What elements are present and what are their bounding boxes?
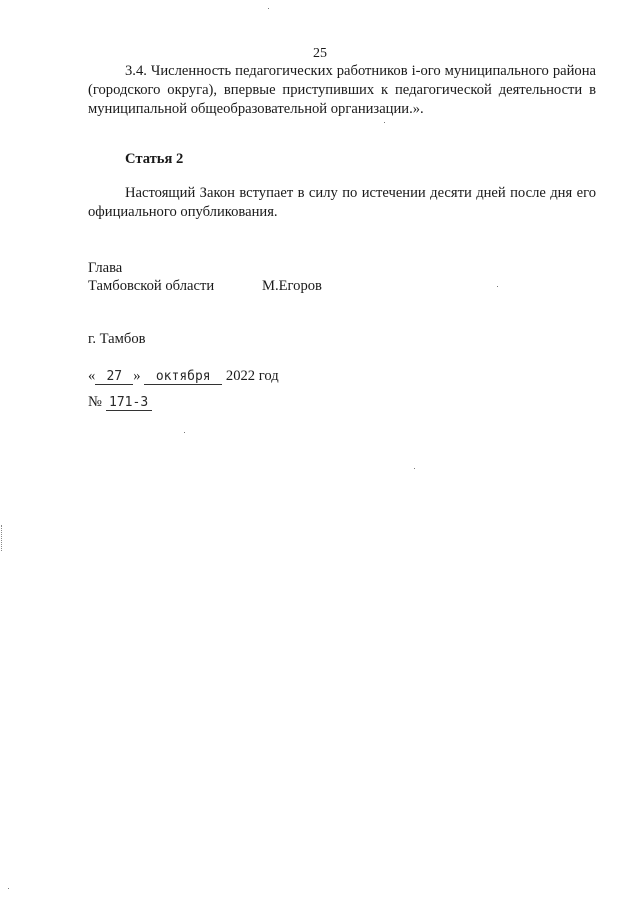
paragraph-effective-date: Настоящий Закон вступает в силу по истечении десяти дней после дня его официального опубликования. bbox=[88, 185, 596, 220]
scan-speck bbox=[384, 122, 385, 123]
law-number: 171-З bbox=[106, 395, 152, 411]
signature-block bbox=[88, 259, 322, 295]
scan-speck bbox=[184, 432, 185, 433]
date-open-quote: « bbox=[88, 368, 96, 384]
scan-speck bbox=[414, 468, 415, 469]
number-label: № bbox=[88, 394, 102, 410]
page-number: 25 bbox=[313, 46, 327, 61]
scan-speck bbox=[268, 8, 269, 9]
paragraph-clause-3-4: 3.4. Численность педагогических работников i-ого муниципального района (городского округа), впервые приступивших к педагогической деятельности в муниципальной общеобразовательной организации.». bbox=[88, 63, 596, 117]
signer-title-line-2: Тамбовской области bbox=[88, 278, 215, 294]
scan-speck bbox=[8, 888, 9, 889]
city-line: г. Тамбов bbox=[88, 331, 146, 347]
date-close-quote: » bbox=[133, 368, 141, 384]
date-line bbox=[88, 368, 279, 385]
signer-name: М.Егоров bbox=[262, 278, 322, 294]
date-year: 2022 год bbox=[225, 368, 279, 384]
law-number-line bbox=[88, 394, 152, 411]
article-title: Статья 2 bbox=[125, 151, 184, 167]
date-month: октября bbox=[144, 369, 222, 385]
date-day: 27 bbox=[95, 369, 133, 385]
scan-margin-marks bbox=[1, 525, 4, 551]
signer-title-line-1: Глава bbox=[88, 260, 123, 276]
scan-speck bbox=[497, 286, 498, 287]
